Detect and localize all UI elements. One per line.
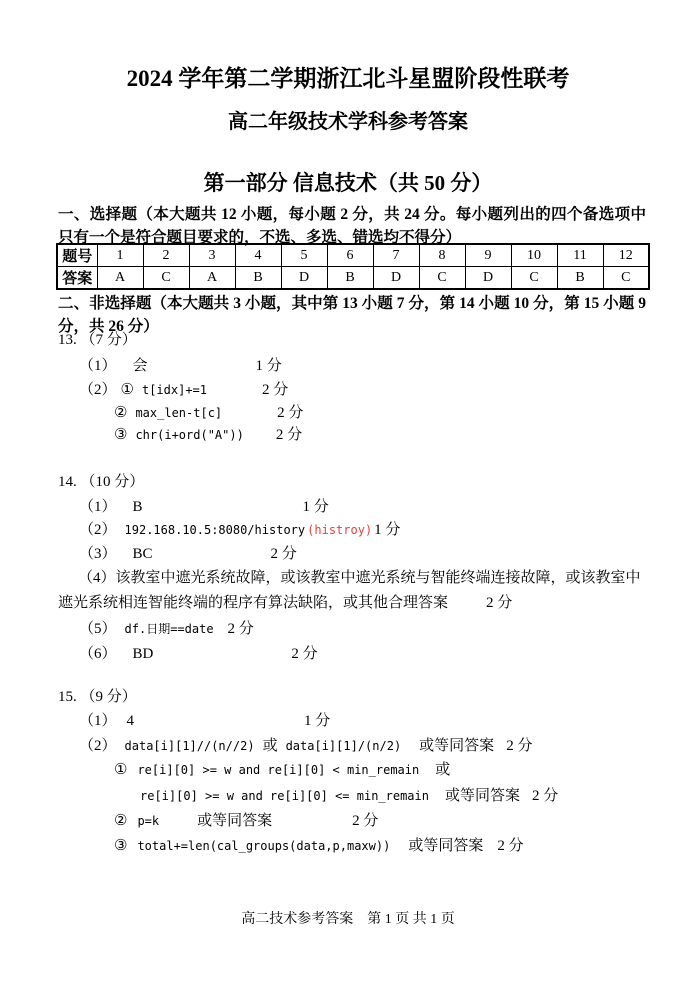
answer-text: B — [132, 499, 143, 515]
question-number-cell: 2 — [143, 244, 189, 267]
score-label: 2 分 — [352, 813, 379, 829]
q15-title: 15. （9 分） — [58, 689, 137, 705]
answer-cell: A — [97, 267, 143, 290]
answer-cell: D — [465, 267, 511, 290]
answer-cell: C — [143, 267, 189, 290]
question-row-header: 题号 — [57, 244, 97, 267]
question-number-cell: 6 — [327, 244, 373, 267]
answer-row — [57, 267, 649, 290]
q15-line-3b — [140, 787, 558, 806]
question-number-cell: 10 — [511, 244, 557, 267]
score-label: 2 分 — [275, 427, 303, 443]
red-correction: (histroy) — [307, 523, 373, 537]
answer-cell: C — [419, 267, 465, 290]
score-label: 2 分 — [277, 405, 304, 421]
answer-text: 4 — [126, 713, 135, 729]
answer-code: max_len-t[c] — [135, 406, 223, 420]
subq-label: （4） — [78, 570, 116, 586]
q13-line-4 — [114, 426, 302, 445]
question-number-cell: 8 — [419, 244, 465, 267]
subq-label: （2） — [79, 738, 117, 754]
score-label: 2 分 — [227, 621, 254, 637]
question-number-cell: 9 — [465, 244, 511, 267]
item-mark: ② — [114, 405, 128, 421]
q13-title: 13. （7 分） — [58, 332, 137, 348]
answer-code: chr(i+ord("A")) — [135, 428, 244, 442]
answer-code: re[i][0] >= w and re[i][0] <= min_remain — [140, 789, 429, 803]
q15-line-2 — [79, 737, 532, 756]
answer-code: t[idx]+=1 — [141, 383, 207, 397]
answer-cell: A — [189, 267, 235, 290]
score-label: 1 分 — [374, 522, 401, 538]
score-label: 1 分 — [304, 713, 331, 729]
answer-text: BC — [132, 546, 153, 562]
subq-label: （3） — [79, 546, 117, 562]
answer-text: 会 — [132, 358, 148, 374]
subq-label: （6） — [79, 646, 117, 662]
q15-line-5 — [114, 837, 524, 856]
question-number-cell: 1 — [97, 244, 143, 267]
item-mark: ② — [114, 813, 128, 829]
score-label: 2 分 — [291, 646, 318, 662]
item-mark: ① — [120, 382, 134, 398]
subq-label: （5） — [79, 621, 117, 637]
answer-row-header: 答案 — [57, 267, 97, 290]
q15-line-3a — [114, 761, 450, 780]
part-heading: 第一部分 信息技术（共 50 分） — [203, 171, 493, 195]
answer-code: df.日期==date — [124, 622, 214, 636]
section2-heading: 二、非选择题（本大题共 3 小题，其中第 13 小题 7 分，第 14 小题 10 分，第 15 小题 9 分，共 26 分） — [58, 295, 646, 335]
q14-line-5 — [79, 620, 254, 639]
score-label: 2 分 — [506, 738, 533, 754]
score-label: 1 分 — [302, 499, 329, 515]
answer-text: 该教室中遮光系统故障，或该教室中遮光系统与智能终端连接故障，或该教室中遮光系统相连智能终端的程序有算法缺陷，或其他合理答案 — [58, 570, 641, 611]
answer-cell: D — [281, 267, 327, 290]
answer-code: re[i][0] >= w and re[i][0] < min_remain — [137, 763, 420, 777]
answer-cell: B — [235, 267, 281, 290]
answer-code: data[i][1]//(n//2) — [124, 739, 255, 753]
subq-label: （2） — [79, 382, 117, 398]
equivalent-answer-label: 或等同答案 — [197, 813, 273, 829]
score-label: 2 分 — [270, 546, 297, 562]
q14-line-2 — [79, 521, 400, 540]
q13-line-2 — [79, 381, 288, 400]
question-number-cell: 7 — [373, 244, 419, 267]
item-mark: ① — [114, 762, 128, 778]
answer-code: total+=len(cal_groups(data,p,maxw)) — [137, 839, 391, 853]
q14-line-3 — [79, 545, 297, 564]
q14-line-6 — [79, 645, 318, 664]
answer-cell: C — [511, 267, 557, 290]
subq-label: （1） — [79, 713, 117, 729]
item-mark: ③ — [114, 838, 128, 854]
item-mark: ③ — [114, 427, 128, 443]
score-label: 2 分 — [532, 788, 559, 804]
footer-text: 高二技术参考答案 第 1 页 共 1 页 — [241, 912, 455, 927]
q13-line-1 — [79, 357, 282, 376]
answer-table — [56, 243, 650, 290]
q14-line-4 — [58, 566, 648, 616]
doc-subtitle: 高二年级技术学科参考答案 — [228, 111, 468, 133]
answer-text: BD — [132, 646, 154, 662]
answer-cell: B — [327, 267, 373, 290]
answer-cell: D — [373, 267, 419, 290]
score-label: 2 分 — [486, 595, 513, 611]
subq-label: （1） — [79, 358, 117, 374]
answer-code: data[i][1]/(n/2) — [285, 739, 402, 753]
subq-label: （1） — [79, 499, 117, 515]
question-number-cell: 4 — [235, 244, 281, 267]
q15-line-4 — [114, 812, 378, 831]
section1-heading: 一、选择题（本大题共 12 小题，每小题 2 分，共 24 分。每小题列出的四个备选项中只有一个是符合题目要求的，不选、多选、错选均不得分） — [58, 206, 646, 246]
question-number-cell: 5 — [281, 244, 327, 267]
or-label: 或 — [435, 762, 451, 778]
question-number-cell: 12 — [603, 244, 649, 267]
q15-line-1 — [79, 712, 330, 731]
q14-title: 14. （10 分） — [58, 474, 145, 490]
doc-title: 2024 学年第二学期浙江北斗星盟阶段性联考 — [126, 66, 570, 91]
q13-line-3 — [114, 404, 303, 423]
score-label: 1 分 — [255, 358, 282, 374]
q14-line-1 — [79, 498, 329, 517]
answer-code: p=k — [137, 814, 160, 828]
answer-cell: B — [557, 267, 603, 290]
question-number-row — [57, 244, 649, 267]
answer-cell: C — [603, 267, 649, 290]
score-label: 2 分 — [497, 838, 524, 854]
equivalent-answer-label: 或等同答案 — [444, 788, 520, 804]
or-label: 或 — [262, 738, 278, 754]
score-label: 2 分 — [262, 382, 289, 398]
equivalent-answer-label: 或等同答案 — [408, 838, 484, 854]
question-number-cell: 11 — [557, 244, 603, 267]
equivalent-answer-label: 或等同答案 — [419, 738, 495, 754]
subq-label: （2） — [79, 522, 117, 538]
question-number-cell: 3 — [189, 244, 235, 267]
answer-code: 192.168.10.5:8080/history — [124, 523, 306, 537]
